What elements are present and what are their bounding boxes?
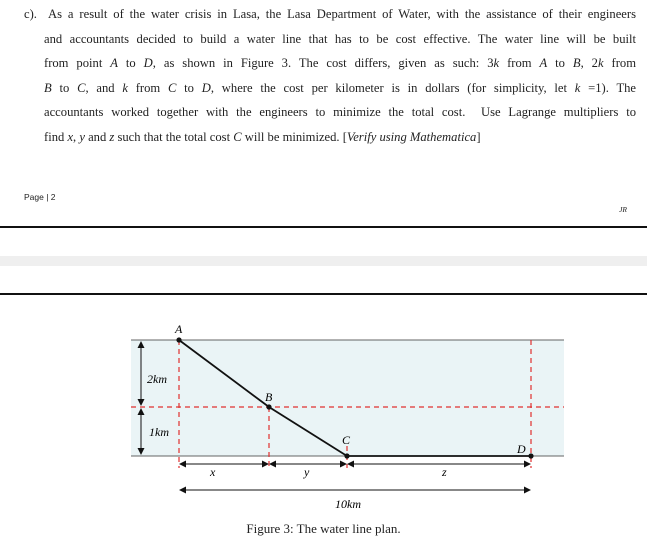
point-b: [266, 404, 271, 409]
point-d: [528, 453, 533, 458]
label-c: C: [342, 433, 351, 447]
label-x: x: [210, 465, 216, 479]
page-bottom-rule: [0, 226, 647, 228]
label-a: A: [175, 322, 183, 336]
problem-line-4: B to C, and k from C to D, where the cost per kilometer is in dollars (for simplicity, let k =1). The: [44, 80, 637, 95]
problem-line-2: and accountants decided to build a water line that has to be cost effective. The water line will be built: [44, 31, 636, 46]
author-initials: JR: [619, 205, 627, 214]
problem-text: [24, 2, 636, 149]
problem-line-6: find x, y and z such that the total cost C will be minimized. [Verify using Mathematica]: [44, 129, 481, 144]
page-number: Page | 2: [24, 192, 56, 202]
point-a: [176, 337, 181, 342]
page-gap: [0, 256, 647, 266]
label-b: B: [265, 390, 273, 404]
label-z: z: [442, 465, 447, 479]
point-c: [344, 453, 349, 458]
figure-caption: Figure 3: The water line plan.: [246, 521, 401, 536]
label-2km: 2km: [147, 372, 167, 386]
label-y: y: [304, 465, 310, 479]
label-d: D: [517, 442, 526, 456]
page-top-rule: [0, 293, 647, 295]
label-total: 10km: [335, 497, 361, 511]
problem-line-1: c). As a result of the water crisis in Lasa, the Lasa Department of Water, with the assistance of their engineers: [24, 7, 636, 21]
label-1km: 1km: [149, 425, 169, 439]
problem-line-3: from point A to D, as shown in Figure 3. The cost differs, given as such: 3k from A to B, 2k from: [44, 56, 637, 70]
problem-line-5: accountants worked together with the engineers to minimize the total cost. Use Lagrange multipliers to: [44, 105, 636, 119]
water-line-figure: [0, 296, 647, 521]
